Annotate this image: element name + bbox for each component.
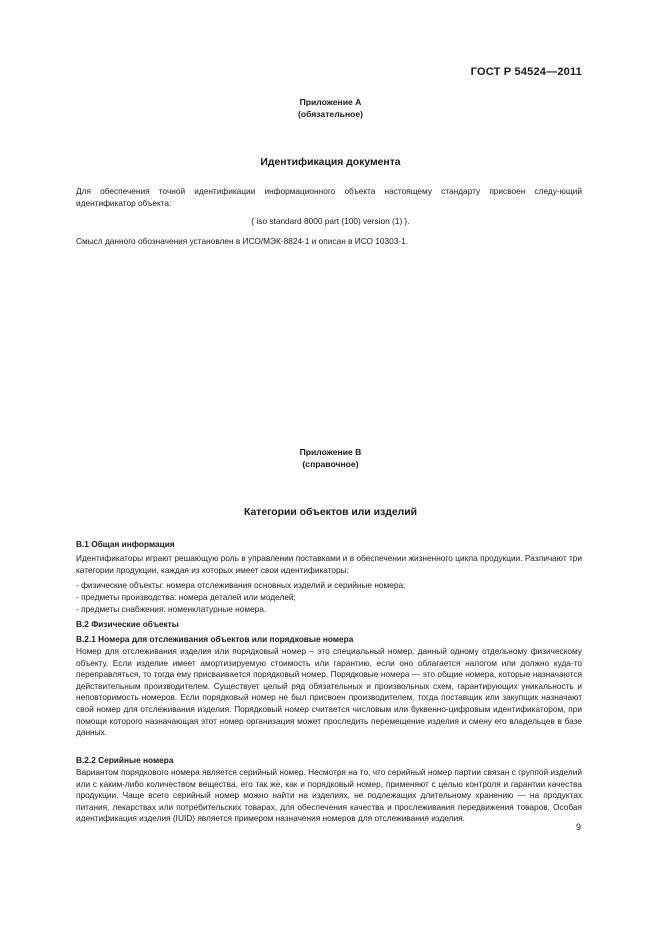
document-id: ГОСТ Р 54524—2011	[470, 66, 582, 78]
annex-a-paragraph-2: Смысл данного обозначения установлен в ИСО/МЭК-8824-1 и описан в ИСО 10303-1.	[76, 236, 409, 246]
section-b21-paragraph: Номер для отслеживания изделия или порядковый номер – это специальный номер, данный одному отдельному физическому объекту. Если изделие имеет амортизируемую стоимость или гарантию, если оно облагается налогом или должно куда-то переправляться, то тогда ему присваивается порядковый номер. Порядковые номера — это общие номера, которые назначаются действительным производителем. Существует целый ряд обязательных и произвольных схем, гарантирующих уникальность и неповторимость номеров. Если порядковый номер не был присвоен производителем, тогда поставщик или закупщик назначают свой номер для отслеживания изделия. Порядковый номер считается числовым или буквенно-цифровым идентификатором, при помощи которого назначающая этот номер организация может проследить перемещение изделия и смену его владельцев в базе данных.	[76, 646, 582, 738]
object-identifier: { iso standard 8000 part (100) version (1) }.	[251, 216, 410, 226]
annex-a-title: Идентификация документа	[260, 157, 401, 168]
annex-b-title: Категории объектов или изделий	[244, 507, 417, 518]
section-b2-heading: В.2 Физические объекты	[76, 619, 179, 629]
section-b1-paragraph: Идентификаторы играют решающую роль в управлении поставками и в обеспечении жизненного цикла продукции. Различают три категории продукции, каждая из которых имеет свои идентификаторы:	[76, 553, 582, 575]
annex-b-label: Приложение В	[299, 447, 362, 457]
section-b22-heading: В.2.2 Серийные номера	[76, 755, 174, 765]
section-b1-heading: В.1 Общая информация	[76, 539, 175, 549]
annex-a-label: Приложение А	[299, 97, 362, 107]
annex-a-status: (обязательное)	[297, 109, 364, 119]
list-item-physical-objects: - физические объекты: номера отслеживания основных изделий и серийные номера;	[76, 580, 406, 590]
page-number: 9	[575, 822, 581, 832]
annex-a-paragraph-1-text: Для обеспечения точной идентификации информационного объекта настоящему стандарту присвоен следу-ющий идентификатор объекта:	[76, 186, 582, 208]
list-item-production-items: - предметы производства: номера деталей или моделей;	[76, 592, 296, 602]
section-b22-paragraph: Вариантом порядкового номера является серийный номер. Несмотря на то, что серийный номер партии связан с группой изделий или с каким-либо количеством вещества, его так же, как и порядковый номер, применяют с целью контроля и гарантии качества продукции. Чаще всего серийный номер можно найти на изделиях, не подлежащих длительному хранению — на продуктах питания, лекарствах или потребительских товарах, для обеспечения качества и прослеживания передвижения товаров. Особая идентификация изделия (IUID) является примером назначения номеров для отслеживания изделия.	[76, 767, 582, 824]
list-item-supply-items: - предметы снабжения: номенклатурные номера.	[76, 604, 267, 614]
annex-b-status: (справочное)	[302, 459, 359, 469]
section-b21-heading: В.2.1 Номера для отслеживания объектов или порядковые номера	[76, 634, 354, 644]
